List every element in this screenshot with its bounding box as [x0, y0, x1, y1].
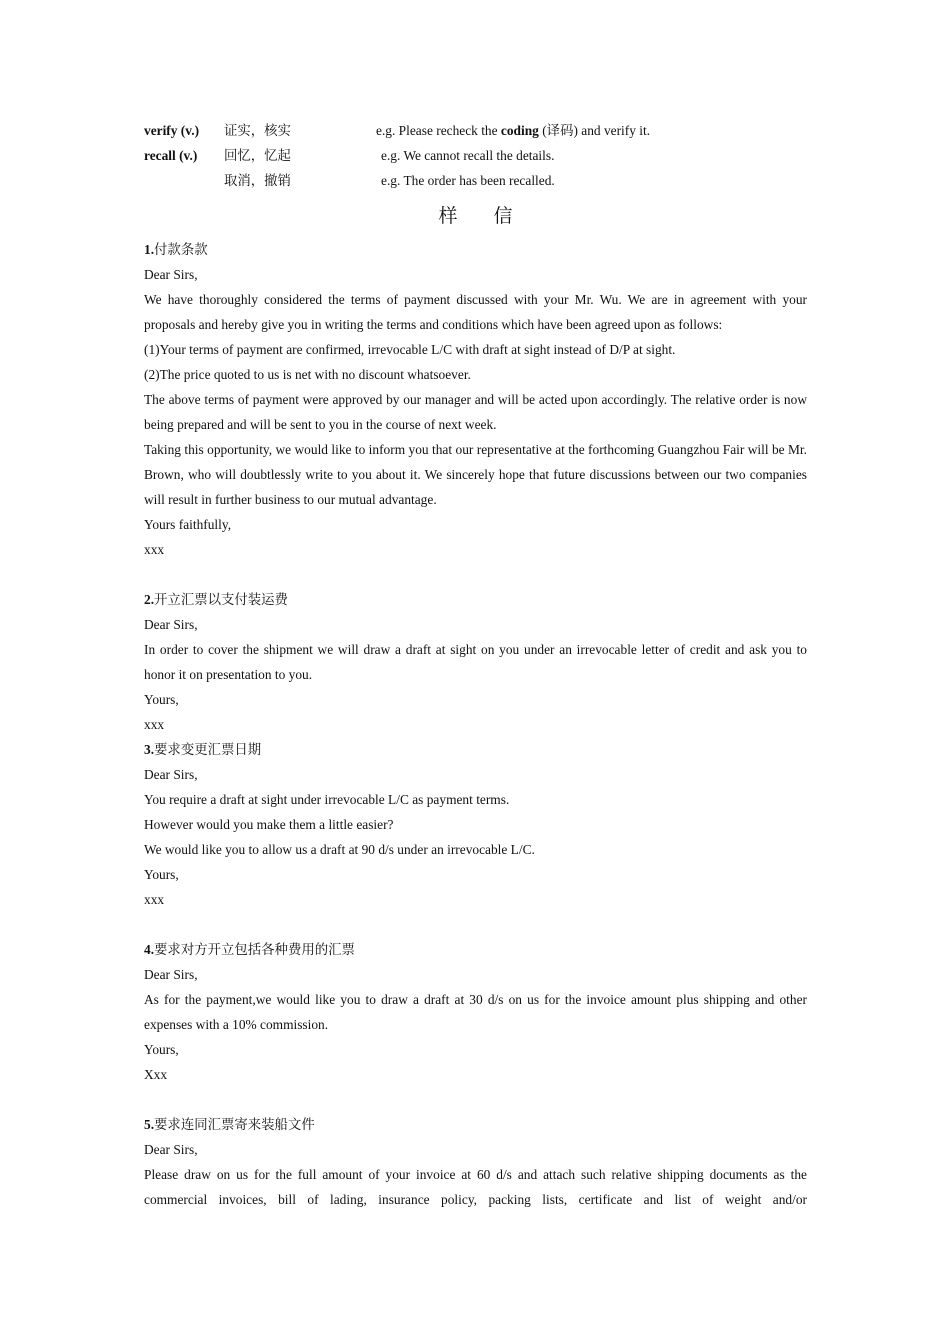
letter-title-text: 付款条款: [154, 242, 208, 257]
letter-title: [144, 737, 807, 762]
letter-greeting: Dear Sirs,: [144, 267, 198, 282]
vocab-example: e.g. We cannot recall the details.: [381, 148, 555, 163]
letter-paragraph: (1)Your terms of payment are confirmed, irrevocable L/C with draft at sight instead of D/P at sight.: [144, 342, 676, 357]
letter-1: [144, 237, 807, 562]
letter-paragraph: We have thoroughly considered the terms of payment discussed with your Mr. Wu. We are in agreement with your proposals and hereby give you in writing the terms and conditions which have been agreed upon as follows:: [144, 292, 807, 332]
vocab-word: recall (v.): [144, 148, 198, 163]
letter-title-text: 要求对方开立包括各种费用的汇票: [154, 942, 355, 957]
document-page: [144, 118, 807, 1212]
vocab-entry-verify: [144, 118, 807, 143]
letter-paragraph: We would like you to allow us a draft at 90 d/s under an irrevocable L/C.: [144, 842, 535, 857]
letter-number: 1.: [144, 242, 155, 257]
heading-char: 信: [493, 206, 513, 227]
letter-paragraph: Please draw on us for the full amount of your invoice at 60 d/s and attach such relative shipping documents as the commercial invoices, bill of lading, insurance policy, packing lists, certificate and list of weight and/or: [144, 1167, 807, 1207]
letter-3: [144, 737, 807, 912]
letter-closing: Yours,: [144, 692, 179, 707]
example-bold-term: coding: [500, 123, 539, 138]
letter-5: [144, 1112, 807, 1212]
vocab-entry-recall-2: [144, 168, 807, 193]
letter-number: 3.: [144, 742, 155, 757]
letter-title-text: 要求连同汇票寄来装船文件: [154, 1117, 315, 1132]
letter-number: 5.: [144, 1117, 155, 1132]
section-heading: [144, 203, 807, 231]
letter-signature: xxx: [144, 892, 165, 907]
letter-closing: Yours,: [144, 1042, 179, 1057]
vocab-entry-recall: [144, 143, 807, 168]
vocab-word: verify (v.): [144, 123, 200, 138]
letter-4: [144, 937, 807, 1087]
vocab-meaning: 取消，撤销: [224, 173, 291, 188]
letter-title: [144, 937, 807, 962]
letter-greeting: Dear Sirs,: [144, 617, 198, 632]
letter-paragraph: (2)The price quoted to us is net with no discount whatsoever.: [144, 367, 471, 382]
letter-greeting: Dear Sirs,: [144, 967, 198, 982]
vocab-meaning: 回忆，忆起: [224, 148, 291, 163]
letter-greeting: Dear Sirs,: [144, 767, 198, 782]
letter-closing: Yours faithfully,: [144, 517, 232, 532]
letter-signature: xxx: [144, 542, 165, 557]
letter-paragraph: However would you make them a little easier?: [144, 817, 394, 832]
vocab-meaning: 证实，核实: [224, 123, 291, 138]
heading-char: 样: [438, 206, 458, 227]
letter-title-text: 要求变更汇票日期: [154, 742, 262, 757]
vocab-example: [376, 118, 650, 143]
letter-closing: Yours,: [144, 867, 179, 882]
letter-paragraph: As for the payment,we would like you to draw a draft at 30 d/s on us for the invoice amount plus shipping and other expenses with a 10% commission.: [144, 992, 807, 1032]
letter-paragraph: Taking this opportunity, we would like to inform you that our representative at the forthcoming Guangzhou Fair will be Mr. Brown, who will doubtlessly write to you about it. We sincerely hope that future discussions between our two companies will result in further business to our mutual advantage.: [144, 442, 807, 507]
letter-greeting: Dear Sirs,: [144, 1142, 198, 1157]
letter-signature: xxx: [144, 717, 165, 732]
letter-2: [144, 587, 807, 737]
vocab-example: e.g. The order has been recalled.: [381, 173, 555, 188]
example-text: e.g. Please recheck the: [376, 123, 501, 138]
letter-paragraph: In order to cover the shipment we will draw a draft at sight on you under an irrevocable letter of credit and ask you to honor it on presentation to you.: [144, 642, 807, 682]
letter-paragraph: You require a draft at sight under irrevocable L/C as payment terms.: [144, 792, 510, 807]
letter-title: [144, 237, 807, 262]
letter-title: [144, 587, 807, 612]
example-text: (译码) and verify it.: [538, 123, 651, 138]
letter-title: [144, 1112, 807, 1137]
letter-number: 2.: [144, 592, 155, 607]
letter-signature: Xxx: [144, 1067, 168, 1082]
letter-paragraph: The above terms of payment were approved by our manager and will be acted upon accordingly. The relative order is now being prepared and will be sent to you in the course of next week.: [144, 392, 807, 432]
letter-title-text: 开立汇票以支付装运费: [154, 592, 288, 607]
letter-number: 4.: [144, 942, 155, 957]
